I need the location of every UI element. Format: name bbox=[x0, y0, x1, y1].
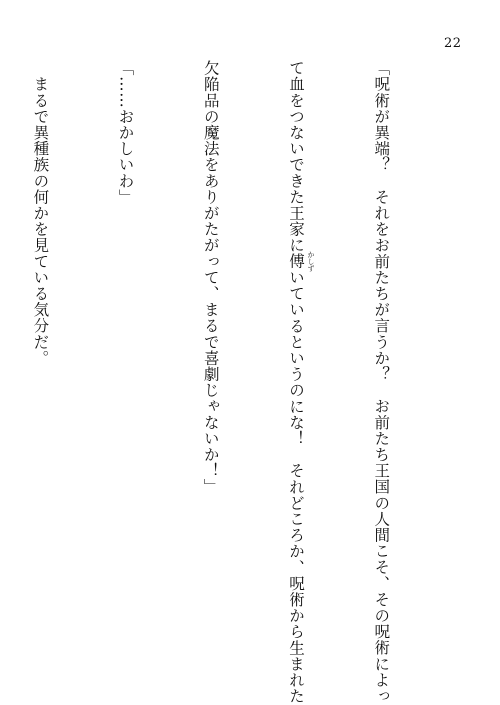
text-line: 欠陥品の魔法をありがたがって、まるで喜劇じゃないか！」 bbox=[201, 60, 220, 495]
furigana: かしず bbox=[306, 251, 315, 273]
text-line: 「呪術が異端？ それをお前たちが言うか？ お前たち王国の人間こそ、その呪術によっ bbox=[372, 60, 391, 704]
text-line: 「……おかしいわ」 bbox=[116, 60, 135, 205]
text-line-with-ruby bbox=[282, 60, 315, 705]
vertical-text-body bbox=[31, 60, 452, 705]
text-segment: て血をつないできた王家に bbox=[286, 60, 305, 254]
text-segment: いているというのにな！ それどころか、呪術から生まれた bbox=[286, 269, 305, 705]
ruby-base: 傅 かしず bbox=[286, 251, 315, 273]
text-line: まるで異種族の何かを見ている気分だ。 bbox=[31, 60, 50, 366]
page-number: 22 bbox=[444, 36, 462, 51]
